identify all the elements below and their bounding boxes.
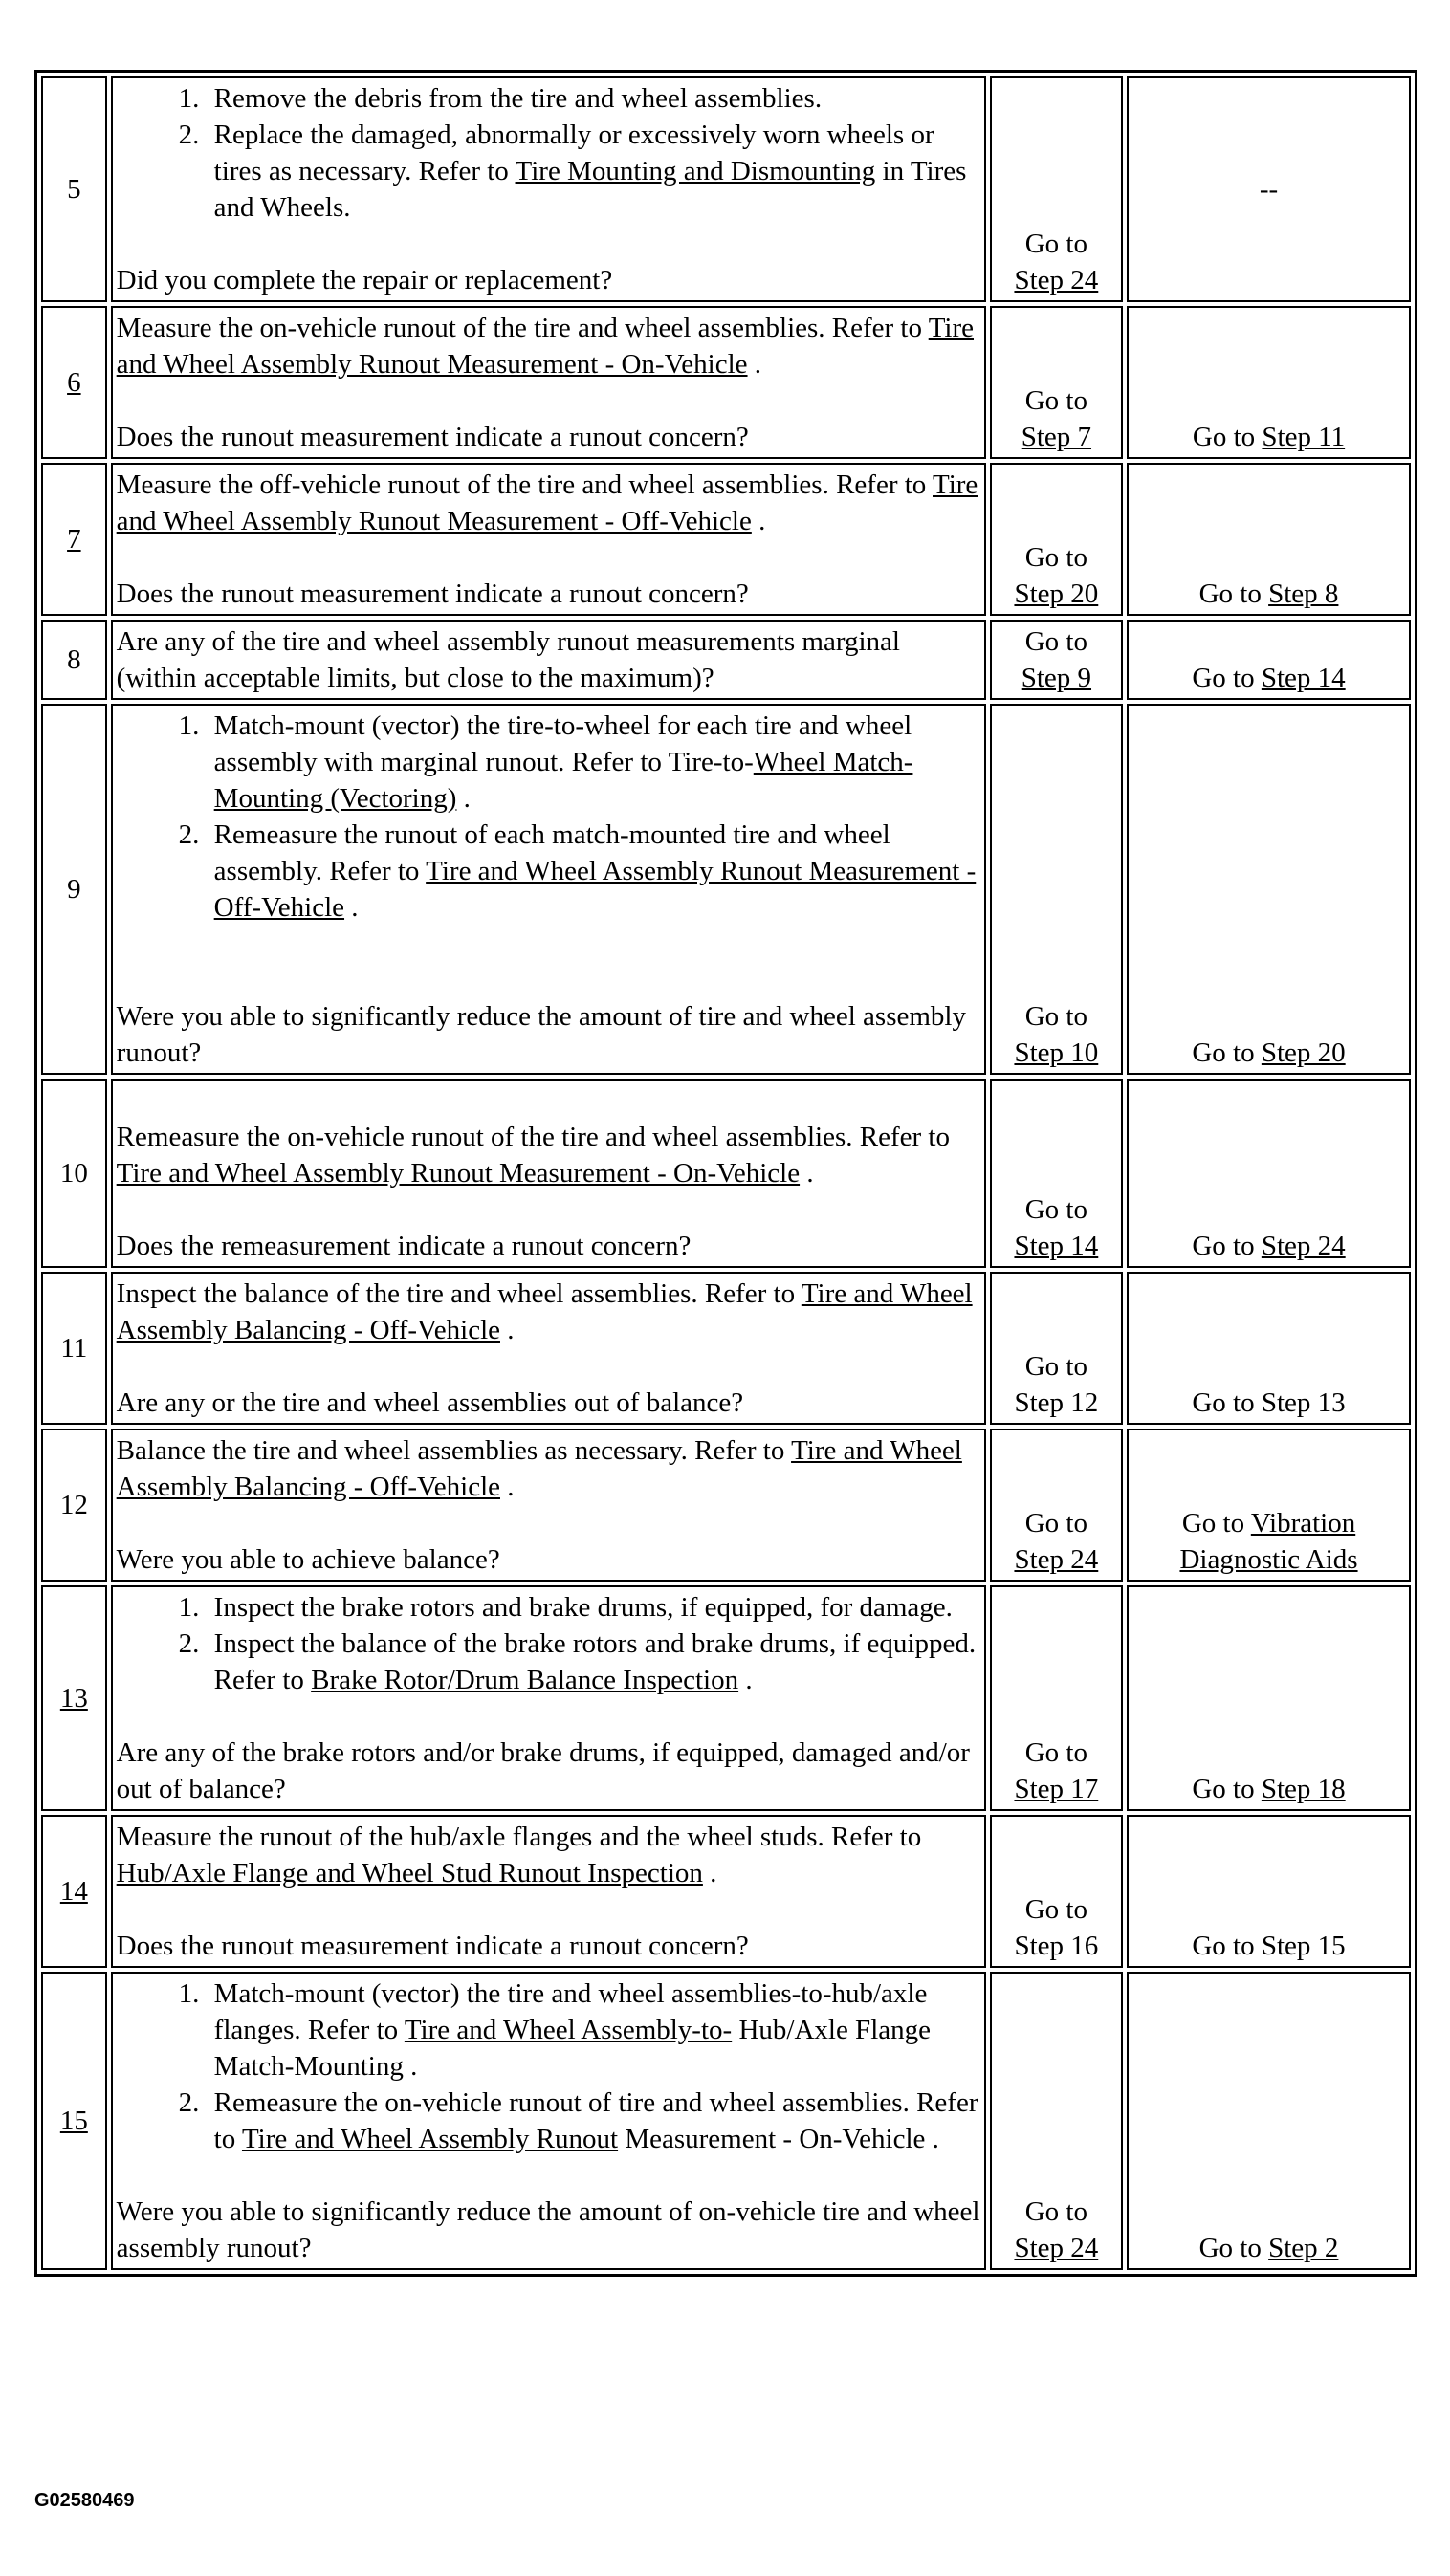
- text-run: Measurement - On-Vehicle .: [618, 2124, 939, 2154]
- reference-link[interactable]: Step 24: [1014, 265, 1099, 295]
- no-cell: [1127, 306, 1411, 459]
- text-run: Remeasure the runout of each match-mounted tire and wheel assembly. Refer to: [213, 819, 890, 886]
- text-run: Go to: [1024, 1508, 1088, 1539]
- text-run: Inspect the balance of the brake rotors and brake drums, if equipped. Refer to: [213, 1628, 977, 1695]
- text-run: .: [500, 1315, 515, 1345]
- reference-link[interactable]: Step 24: [1014, 1544, 1099, 1575]
- text-run: Go to: [1192, 1774, 1262, 1804]
- yes-cell: [990, 306, 1123, 459]
- table-row: [41, 1585, 1411, 1811]
- reference-link[interactable]: Step 14: [1014, 1231, 1099, 1261]
- text-run: Step 16: [1014, 1931, 1099, 1961]
- step-question: Did you complete the repair or replacement?: [116, 265, 613, 295]
- reference-link[interactable]: Step 9: [1021, 663, 1092, 693]
- text-run: Replace the damaged, abnormally or excessively worn wheels or tires as necessary. Refer to: [213, 120, 934, 186]
- text-run: Measure the runout of the hub/axle flanges and the wheel studs. Refer to: [116, 1822, 922, 1852]
- reference-link[interactable]: Step 18: [1261, 1774, 1346, 1804]
- text-run: Remove the debris from the tire and wheel assemblies.: [213, 83, 823, 114]
- step-question: Does the runout measurement indicate a runout concern?: [116, 422, 749, 452]
- table-row: [41, 76, 1411, 302]
- step-number: 12: [59, 1490, 88, 1520]
- text-run: Go to: [1024, 626, 1088, 657]
- text-run: Remeasure the on-vehicle runout of the tire and wheel assemblies. Refer to: [116, 1122, 950, 1152]
- text-run: .: [456, 783, 471, 814]
- action-cell: [111, 1079, 986, 1268]
- reference-link[interactable]: Tire and Wheel Assembly Balancing - Off-Vehicle: [116, 1278, 973, 1345]
- reference-link[interactable]: Step 20: [1261, 1037, 1346, 1068]
- reference-link[interactable]: Brake Rotor/Drum Balance Inspection: [311, 1665, 739, 1695]
- text-run: Go to: [1024, 1194, 1088, 1225]
- yes-cell: [990, 1272, 1123, 1425]
- text-run: Hub/Axle Flange Match-Mounting .: [213, 2015, 931, 2082]
- text-run: Go to: [1024, 1351, 1088, 1382]
- reference-link[interactable]: Vibration: [1250, 1508, 1356, 1539]
- step-number-link[interactable]: 7: [67, 524, 81, 555]
- list-item: [207, 1626, 980, 1698]
- text-run: Go to: [1192, 422, 1263, 452]
- action-instruction: [117, 1119, 980, 1191]
- list-item: [207, 1976, 980, 2085]
- no-cell: [1127, 1272, 1411, 1425]
- text-run: Go to: [1024, 1894, 1088, 1925]
- step-question: Does the runout measurement indicate a runout concern?: [116, 579, 749, 609]
- table-row: [41, 1429, 1411, 1582]
- action-instruction: [117, 1432, 980, 1505]
- no-cell: [1127, 1079, 1411, 1268]
- step-question: Are any or the tire and wheel assemblies out of balance?: [116, 1387, 744, 1418]
- text-run: .: [344, 892, 359, 923]
- text-run: Go to: [1024, 385, 1088, 416]
- action-instruction: [117, 467, 980, 539]
- text-run: .: [747, 349, 762, 380]
- text-run: .: [738, 1665, 753, 1695]
- action-cell: [111, 620, 986, 700]
- reference-link[interactable]: Step 17: [1014, 1774, 1099, 1804]
- list-item: [207, 80, 980, 117]
- reference-link[interactable]: Tire and Wheel Assembly Runout: [241, 2124, 619, 2154]
- action-steps-list: [117, 80, 980, 226]
- text-run: Remeasure the on-vehicle runout of tire and wheel assemblies. Refer to: [213, 2087, 978, 2154]
- text-run: Go to: [1024, 1001, 1088, 1032]
- table-row: [41, 620, 1411, 700]
- list-item: [207, 817, 980, 926]
- step-question: Does the runout measurement indicate a runout concern?: [116, 1931, 749, 1961]
- action-steps-list: [117, 1976, 980, 2157]
- step-number-cell: [41, 1972, 107, 2270]
- text-run: Measure the on-vehicle runout of the tire and wheel assemblies. Refer to: [116, 313, 929, 343]
- text-run: in Tires and Wheels.: [213, 156, 967, 223]
- text-run: Inspect the balance of the tire and wheel assemblies. Refer to: [116, 1278, 802, 1309]
- no-cell: [1127, 1429, 1411, 1582]
- text-run: Match-mount (vector) the tire and wheel assemblies-to-hub/axle flanges. Refer to: [213, 1978, 928, 2045]
- text-run: Match-mount (vector) the tire-to-wheel for each tire and wheel assembly with marginal runout. Refer to Tire-to-: [213, 710, 912, 777]
- text-run: Go to: [1192, 1231, 1262, 1261]
- reference-link[interactable]: Step 24: [1014, 2233, 1099, 2263]
- diagnostic-steps-table: [34, 70, 1417, 2277]
- table-row: [41, 306, 1411, 459]
- text-run: Go to: [1024, 2196, 1088, 2227]
- action-instruction: [117, 1819, 980, 1891]
- reference-link[interactable]: Tire and Wheel Assembly Runout Measurement - Off-Vehicle: [116, 469, 978, 536]
- text-run: Go to: [1192, 1037, 1262, 1068]
- reference-link[interactable]: Step 11: [1262, 422, 1346, 452]
- no-cell: [1127, 76, 1411, 302]
- action-cell: [111, 1429, 986, 1582]
- step-number-cell: [41, 306, 107, 459]
- action-cell: [111, 704, 986, 1075]
- step-number-link[interactable]: 14: [59, 1876, 88, 1907]
- reference-link[interactable]: Tire and Wheel Assembly Runout Measurement - On-Vehicle: [116, 1158, 801, 1189]
- text-run: Inspect the brake rotors and brake drums, if equipped, for damage.: [213, 1592, 953, 1623]
- step-question: Are any of the tire and wheel assembly runout measurements marginal (within acceptable limits, but close to the maximum)?: [116, 626, 900, 693]
- reference-link[interactable]: Hub/Axle Flange and Wheel Stud Runout Inspection: [116, 1858, 703, 1888]
- reference-link[interactable]: Tire and Wheel Assembly Runout Measurement - Off-Vehicle: [213, 856, 977, 923]
- reference-link[interactable]: Step 24: [1261, 1231, 1346, 1261]
- step-number-link[interactable]: 6: [67, 367, 81, 398]
- table-row: [41, 704, 1411, 1075]
- step-question: Were you able to significantly reduce the amount of on-vehicle tire and wheel assembly runout?: [116, 2196, 980, 2263]
- reference-link[interactable]: Step 2: [1268, 2233, 1339, 2263]
- table-body: [41, 76, 1411, 2270]
- reference-link[interactable]: Step 8: [1268, 579, 1339, 609]
- no-cell: [1127, 463, 1411, 616]
- text-run: Go to: [1192, 663, 1262, 693]
- reference-link[interactable]: Tire and Wheel Assembly-to-: [404, 2015, 733, 2045]
- action-steps-list: [117, 708, 980, 926]
- text-run: .: [800, 1158, 814, 1189]
- table-row: [41, 1815, 1411, 1968]
- step-question: Were you able to significantly reduce the amount of tire and wheel assembly runout?: [116, 1001, 966, 1068]
- text-run: Step 12: [1014, 1387, 1099, 1418]
- yes-cell: [990, 76, 1123, 302]
- text-run: --: [1259, 174, 1279, 205]
- yes-cell: [990, 620, 1123, 700]
- reference-link[interactable]: Diagnostic Aids: [1179, 1544, 1358, 1575]
- text-run: Balance the tire and wheel assemblies as necessary. Refer to: [116, 1435, 792, 1466]
- reference-link[interactable]: Tire Mounting and Dismounting: [515, 156, 876, 186]
- action-instruction: [117, 1276, 980, 1348]
- reference-link[interactable]: Tire and Wheel Assembly Runout Measurement - On-Vehicle: [116, 313, 974, 380]
- list-item: [207, 117, 980, 226]
- yes-cell: [990, 1585, 1123, 1811]
- no-cell: [1127, 704, 1411, 1075]
- yes-cell: [990, 463, 1123, 616]
- list-item: [207, 708, 980, 817]
- step-number-cell: [41, 1815, 107, 1968]
- document-page: [34, 70, 1417, 2277]
- step-number: 10: [59, 1158, 88, 1189]
- table-row: [41, 1972, 1411, 2270]
- yes-cell: [990, 704, 1123, 1075]
- text-run: Go to Step 15: [1192, 1931, 1346, 1961]
- step-number-cell: [41, 1585, 107, 1811]
- yes-cell: [990, 1972, 1123, 2270]
- no-cell: [1127, 1972, 1411, 2270]
- text-run: .: [500, 1472, 515, 1502]
- no-cell: [1127, 1815, 1411, 1968]
- action-steps-list: [117, 1589, 980, 1698]
- action-cell: [111, 1972, 986, 2270]
- reference-link[interactable]: Wheel Match-Mounting (Vectoring): [213, 747, 913, 814]
- step-number-cell: [41, 463, 107, 616]
- list-item: [207, 2085, 980, 2157]
- text-run: Go to Step 13: [1192, 1387, 1346, 1418]
- action-cell: [111, 76, 986, 302]
- step-number-cell: [41, 1272, 107, 1425]
- step-question: Does the remeasurement indicate a runout concern?: [116, 1231, 692, 1261]
- reference-link[interactable]: Step 10: [1014, 1037, 1099, 1068]
- step-number-cell: [41, 76, 107, 302]
- yes-cell: [990, 1079, 1123, 1268]
- yes-cell: [990, 1429, 1123, 1582]
- text-run: Go to: [1024, 1737, 1088, 1768]
- yes-cell: [990, 1815, 1123, 1968]
- action-cell: [111, 1272, 986, 1425]
- step-number: 9: [67, 874, 81, 905]
- step-number-cell: [41, 1079, 107, 1268]
- no-cell: [1127, 620, 1411, 700]
- action-cell: [111, 1815, 986, 1968]
- text-run: .: [751, 506, 766, 536]
- step-number-cell: [41, 704, 107, 1075]
- reference-link[interactable]: Step 7: [1021, 422, 1092, 452]
- step-number-link[interactable]: 13: [59, 1683, 88, 1714]
- action-cell: [111, 463, 986, 616]
- text-run: Go to: [1024, 542, 1088, 573]
- step-number-link[interactable]: 15: [59, 2106, 88, 2136]
- reference-link[interactable]: Step 14: [1261, 663, 1346, 693]
- text-run: Measure the off-vehicle runout of the tire and wheel assemblies. Refer to: [116, 469, 934, 500]
- no-cell: [1127, 1585, 1411, 1811]
- list-item: [207, 1589, 980, 1626]
- text-run: Go to: [1198, 579, 1269, 609]
- text-run: Go to: [1024, 229, 1088, 259]
- text-run: .: [702, 1858, 717, 1888]
- step-number: 5: [67, 174, 81, 205]
- text-run: Go to: [1181, 1508, 1251, 1539]
- step-question: Are any of the brake rotors and/or brake drums, if equipped, damaged and/or out of balance?: [116, 1737, 970, 1804]
- step-number: 11: [60, 1333, 88, 1364]
- reference-link[interactable]: Step 20: [1014, 579, 1099, 609]
- reference-link[interactable]: Tire and Wheel Assembly Balancing - Off-Vehicle: [116, 1435, 962, 1502]
- table-row: [41, 1079, 1411, 1268]
- text-run: Go to: [1198, 2233, 1269, 2263]
- action-cell: [111, 306, 986, 459]
- step-number: 8: [67, 644, 81, 675]
- step-number-cell: [41, 620, 107, 700]
- table-row: [41, 463, 1411, 616]
- action-cell: [111, 1585, 986, 1811]
- step-question: Were you able to achieve balance?: [116, 1544, 500, 1575]
- action-instruction: [117, 310, 980, 382]
- step-number-cell: [41, 1429, 107, 1582]
- table-row: [41, 1272, 1411, 1425]
- figure-id: G02580469: [34, 2490, 135, 2511]
